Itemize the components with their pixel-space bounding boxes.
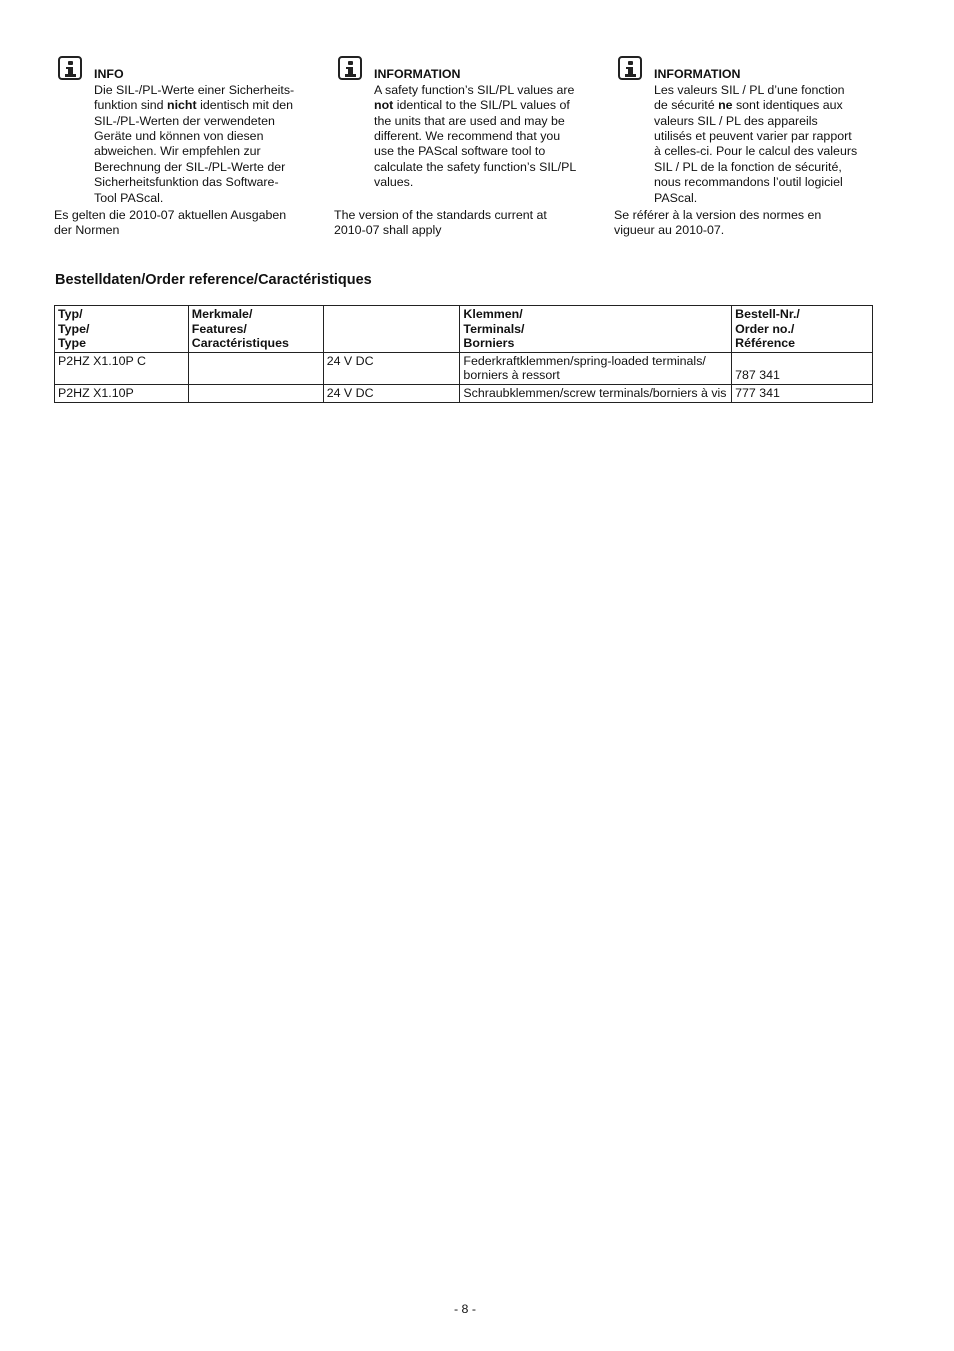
header-type: Typ/ Type/ Type [55,306,189,353]
cell-order-no: 787 341 [732,352,873,384]
info-icon [618,56,642,80]
section-heading: Bestelldaten/Order reference/Caractéristiques [55,272,372,288]
info-note-title: INFORMATION [654,67,741,82]
cell-order-no: 777 341 [732,384,873,402]
info-note-body-pre: Die SIL-/PL-Werte einer Sicherheits- funktion sind [94,82,295,113]
info-column-en [334,52,594,191]
header-blank [323,306,460,353]
info-note-text-de [94,52,294,206]
cell-type: P2HZ X1.10P [55,384,189,402]
info-note-fr [614,52,874,206]
info-note-body-post: sont identiques aux valeurs SIL / PL des appareils utilisés et peuvent varier par rapport à celles-ci. Pour le calcul des valeurs SIL / PL de la fonction de sécurité, nous recommandons l’outil logiciel PAScal. [654,98,858,205]
info-note-body-post: identical to the SIL/PL values of the units that are used and may be different. We recommend that you use the PAScal software tool to calculate the safety function’s SIL/PL values. [374,98,577,190]
info-note-emphasis: nicht [167,98,197,113]
info-note-title: INFO [94,67,124,82]
header-terminals: Klemmen/ Terminals/ Borniers [460,306,732,353]
info-note-text-fr [654,52,857,206]
standards-note-fr: Se référer à la version des normes en vigueur au 2010-07. [614,208,822,238]
table-row [55,384,873,402]
cell-terminals: Federkraftklemmen/spring-loaded terminals/ borniers à ressort [460,352,732,384]
info-note-emphasis: ne [718,98,733,113]
info-icon [58,56,82,80]
cell-terminals: Schraubklemmen/screw terminals/borniers à vis [460,384,732,402]
info-note-emphasis: not [374,98,394,113]
cell-features [188,384,323,402]
info-note-body-pre: Les valeurs SIL / PL d’une fonction de sécurité [654,82,845,113]
table-header-row [55,306,873,353]
cell-voltage: 24 V DC [323,352,460,384]
page-number: - 8 - [453,1302,477,1316]
info-column-fr [614,52,874,206]
cell-voltage: 24 V DC [323,384,460,402]
table-row [55,352,873,384]
info-note-body-post: identisch mit den SIL-/PL-Werten der verwendeten Geräte und können von diesen abweichen. Wir empfehlen zur Berechnung der SIL-/PL-Werte der Sicherheitsfunktion das Software- Tool PAScal. [94,98,294,205]
info-icon [338,56,362,80]
header-features: Merkmale/ Features/ Caractéristiques [188,306,323,353]
order-table [54,305,873,403]
info-note-de [54,52,314,206]
standards-note-en: The version of the standards current at 2010-07 shall apply [334,208,547,238]
standards-note-de: Es gelten die 2010-07 aktuellen Ausgaben der Normen [54,208,287,238]
info-note-title: INFORMATION [374,67,461,82]
info-note-en [334,52,594,191]
header-order-no: Bestell-Nr./ Order no./ Référence [732,306,873,353]
cell-type: P2HZ X1.10P C [55,352,189,384]
info-note-body-pre: A safety function’s SIL/PL values are [374,82,575,97]
info-note-text-en [374,52,576,191]
info-column-de [54,52,314,206]
cell-features [188,352,323,384]
